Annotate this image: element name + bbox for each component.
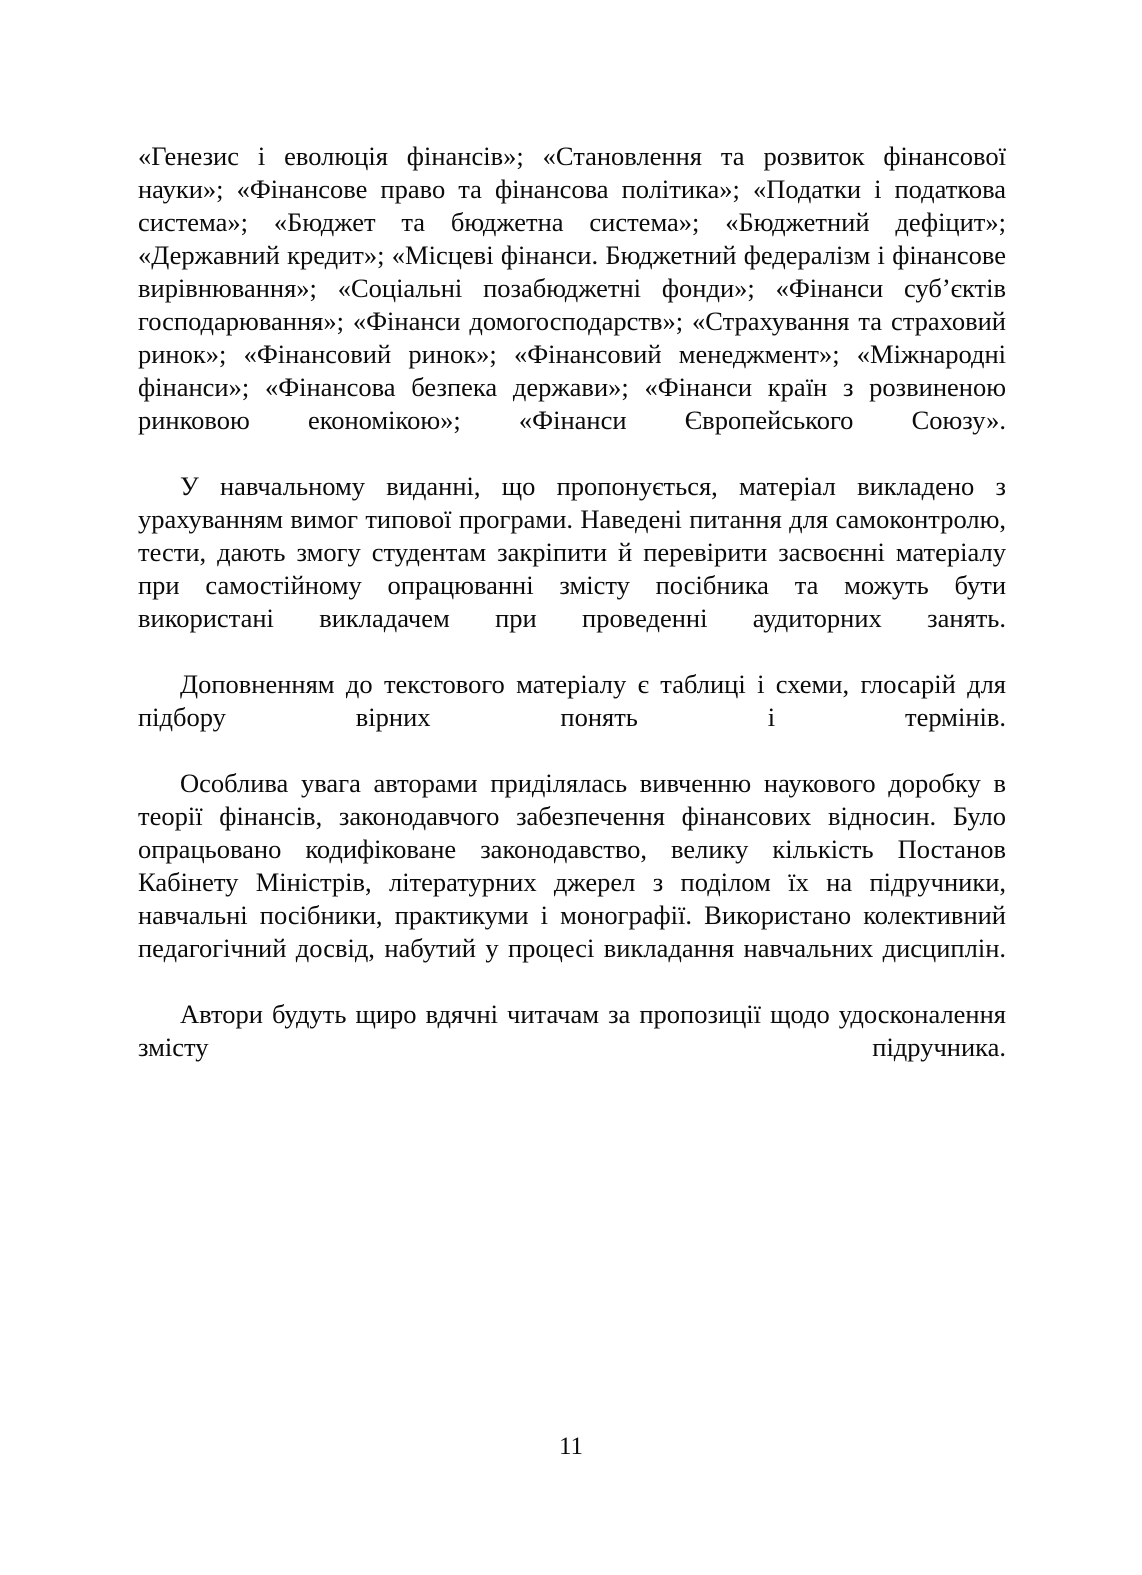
paragraph-authors-acknowledgement: Автори будуть щиро вдячні читачам за пропозиції щодо удосконалення змісту підручника. bbox=[138, 999, 1006, 1062]
paragraph-supplementary-materials-note: Доповненням до текстового матеріалу є таблиці і схеми, глосарій для підбору вірних понять і термінів. bbox=[138, 669, 1006, 732]
body-text-column bbox=[138, 140, 1006, 1097]
paragraph-teaching-edition-note: У навчальному виданні, що пропонується, матеріал викладено з урахуванням вимог типової програми. Наведені питання для самоконтролю, тести, дають змогу студентам закріпити й перевірити засвоєнні матеріалу при самостійному опрацюванні змісту посібника та можуть бути використані викладачем при проведенні аудиторних занять. bbox=[138, 471, 1006, 633]
page-number: 11 bbox=[558, 1433, 584, 1460]
paragraph-course-topics-list: «Генезис і еволюція фінансів»; «Становлення та розвиток фінансової науки»; «Фінансове право та фінансова політика»; «Податки і податкова система»; «Бюджет та бюджетна система»; «Бюджетний дефіцит»; «Державний кредит»; «Місцеві фінанси. Бюджетний федералізм і фінансове вирівнювання»; «Соціальні позабюджетні фонди»; «Фінанси суб’єктів господарювання»; «Фінанси домогосподарств»; «Страхування та страховий ринок»; «Фінансовий ринок»; «Фінансовий менеджмент»; «Міжнародні фінанси»; «Фінансова безпека держави»; «Фінанси країн з розвиненою ринковою економікою»; «Фінанси Європейського Союзу». bbox=[138, 141, 1006, 435]
paragraph-research-focus-note: Особлива увага авторами приділялась вивченню наукового доробку в теорії фінансів, законодавчого забезпечення фінансових відносин. Було опрацьовано кодифіковане законодавство, велику кількість Постанов Кабінету Міністрів, літературних джерел з поділом їх на підручники, навчальні посібники, практикуми і монографії. Використано колективний педагогічний досвід, набутий у процесі викладання навчальних дисциплін. bbox=[138, 768, 1006, 963]
